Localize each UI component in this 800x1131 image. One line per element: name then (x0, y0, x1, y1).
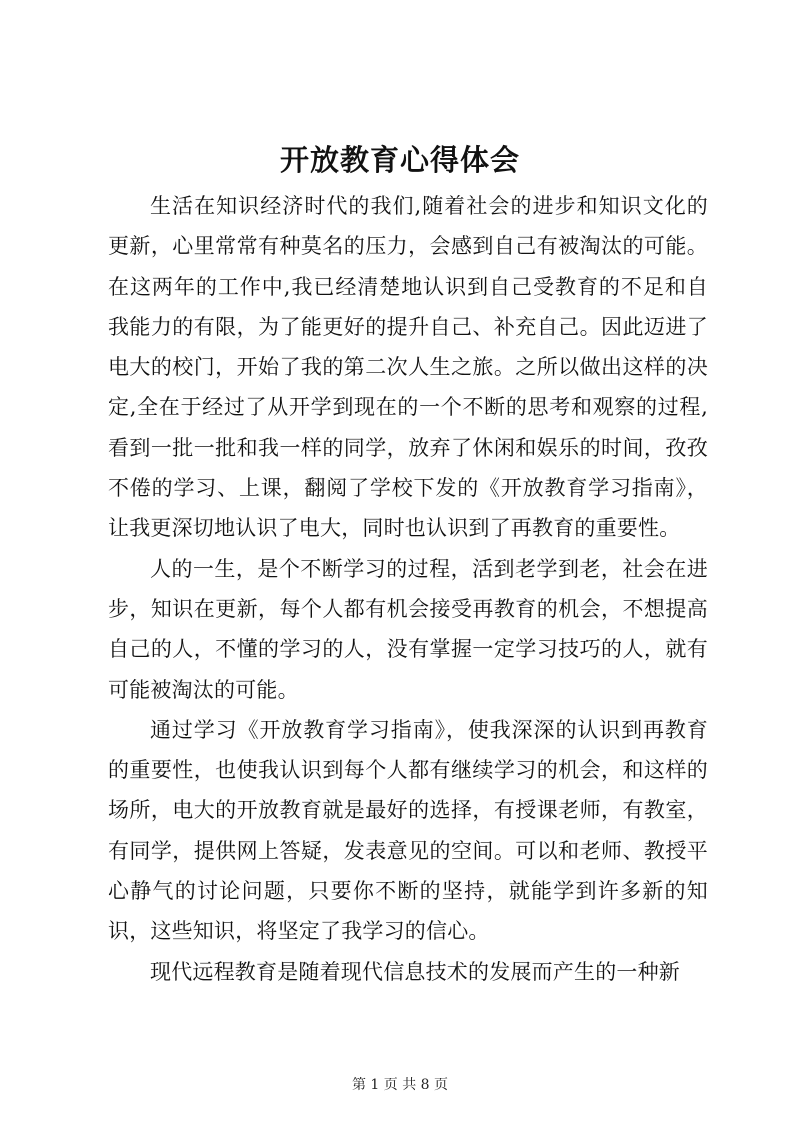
page-footer: 第 1 页 共 8 页 (351, 1077, 449, 1093)
paragraph-2: 人的一生，是个不断学习的过程，活到老学到老，社会在进步，知识在更新，每个人都有机会接受再教育的机会，不想提高自己的人，不懂的学习的人，没有掌握一定学习技巧的人，就有可能被淘汰的可能。 (108, 556, 708, 702)
paragraph-1: 生活在知识经济时代的我们,随着社会的进步和知识文化的更新，心里常常有种莫名的压力，会感到自己有被淘汰的可能。在这两年的工作中,我已经清楚地认识到自己受教育的不足和自我能力的有限，为了能更好的提升自己、补充自己。因此迈进了电大的校门，开始了我的第二次人生之旅。之所以做出这样的决定,全在于经过了从开学到现在的一个不断的思考和观察的过程,看到一批一批和我一样的同学，放弃了休闲和娱乐的时间，孜孜不倦的学习、上课，翻阅了学校下发的《开放教育学习指南》，让我更深切地认识了电大，同时也认识到了再教育的重要性。 (108, 194, 708, 541)
document-title: 开放教育心得体会 (279, 143, 520, 177)
document-body (108, 186, 708, 992)
paragraph-3: 通过学习《开放教育学习指南》，使我深深的认识到再教育的重要性，也使我认识到每个人都有继续学习的机会，和这样的场所，电大的开放教育就是最好的选择，有授课老师，有教室，有同学，提供网上答疑，发表意见的空间。可以和老师、教授平心静气的讨论问题，只要你不断的坚持，就能学到许多新的知识，这些知识，将坚定了我学习的信心。 (108, 717, 708, 944)
paragraph-4: 现代远程教育是随着现代信息技术的发展而产生的一种新 (150, 959, 680, 984)
